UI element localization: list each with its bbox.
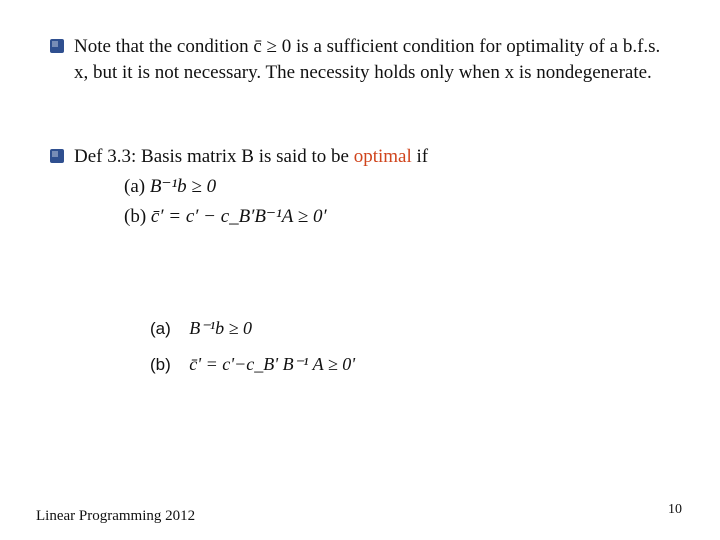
square-bullet-icon [50, 39, 64, 53]
condition-expr: B⁻¹b ≥ 0 [149, 176, 217, 197]
boxed-condition-label: (a) [150, 319, 171, 338]
definition-highlight: optimal [353, 146, 412, 167]
condition-label: (a) [124, 176, 146, 197]
boxed-condition-label: (b) [150, 355, 171, 374]
bullet-note [52, 34, 672, 86]
boxed-condition-expr: c̄' = c'−c_B' B⁻¹ A ≥ 0' [189, 354, 356, 374]
bullet-note-text: Note that the condition c̄ ≥ 0 is a sufficient condition for optimality of a b.f.s. x, but it is not necessary. The necessity holds only when x is nondegenerate. [74, 36, 661, 83]
footer-course-title: Linear Programming 2012 [36, 508, 196, 524]
boxed-condition-expr: B⁻¹b ≥ 0 [189, 318, 253, 338]
page-number: 10 [668, 502, 682, 517]
boxed-condition-b [150, 346, 390, 382]
definition-text: Basis matrix B is said to be [141, 146, 349, 167]
definition-condition-a [124, 174, 216, 200]
condition-expr: c̄′ = c′ − c_B′B⁻¹A ≥ 0′ [150, 206, 327, 227]
definition-condition-b [124, 204, 327, 230]
boxed-conditions [150, 310, 390, 382]
definition-suffix: if [416, 146, 429, 167]
bullet-definition [52, 144, 672, 170]
boxed-condition-a [150, 310, 390, 346]
definition-prefix: Def 3.3: [74, 146, 137, 167]
square-bullet-icon [50, 149, 64, 163]
condition-label: (b) [124, 206, 147, 227]
